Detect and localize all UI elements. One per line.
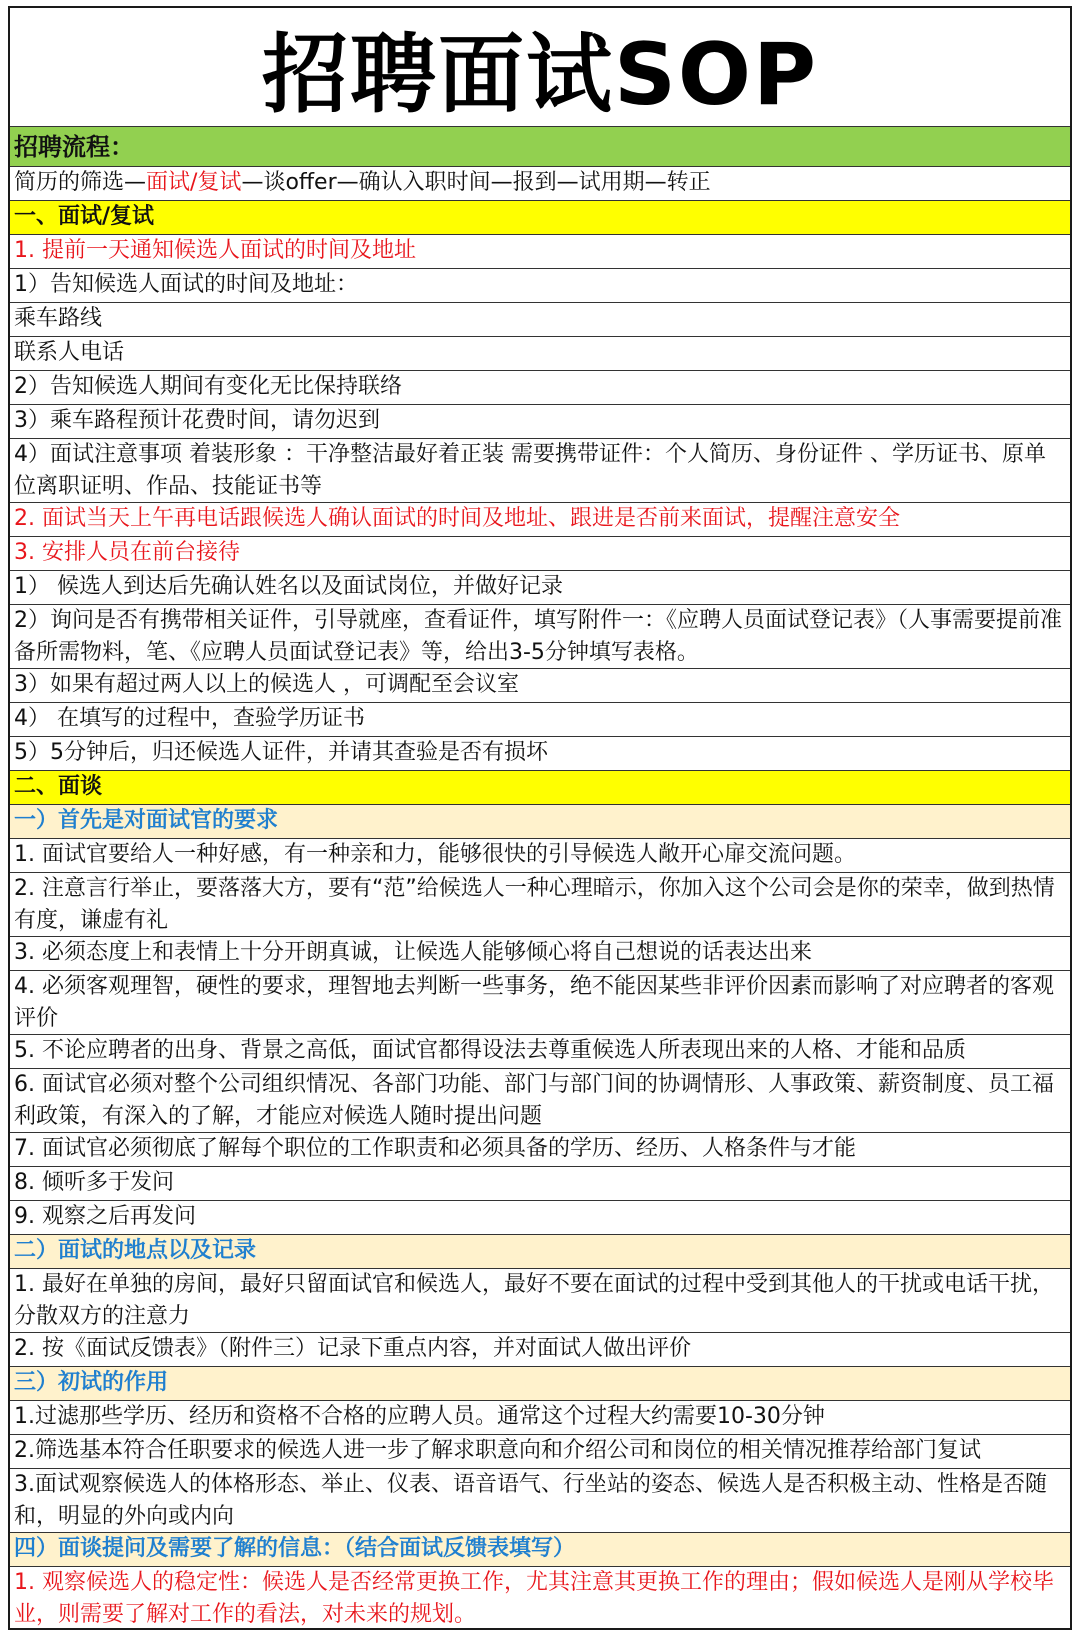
highlight-row: 1. 提前一天通知候选人面试的时间及地址 (10, 235, 1070, 269)
table-row: 2. 注意言行举止，要落落大方，要有“范”给候选人一种心理暗示，你加入这个公司会是你的荣幸，做到热情有度，谦虚有礼 (10, 873, 1070, 937)
table-row: 8. 倾听多于发问 (10, 1167, 1070, 1201)
table-row: 1. 面试官要给人一种好感，有一种亲和力，能够很快的引导候选人敞开心扉交流问题。 (10, 839, 1070, 873)
subsection-heading: 三）初试的作用 (10, 1367, 1070, 1401)
table-row: 9. 观察之后再发问 (10, 1201, 1070, 1235)
highlight-row: 2. 面试当天上午再电话跟候选人确认面试的时间及地址、跟进是否前来面试，提醒注意安全 (10, 503, 1070, 537)
page-title: 招聘面试SOP (10, 8, 1070, 127)
table-row: 4） 在填写的过程中，查验学历证书 (10, 703, 1070, 737)
flow-part-1: 简历的筛选— (14, 170, 147, 195)
table-row: 1） 候选人到达后先确认姓名以及面试岗位，并做好记录 (10, 571, 1070, 605)
content-rows (10, 201, 1070, 1631)
highlight-row: 1. 观察候选人的稳定性：候选人是否经常更换工作，尤其注意其更换工作的理由；假如候选人是刚从学校毕业，则需要了解对工作的看法，对未来的规划。 (14, 1570, 1054, 1627)
flow-part-2: 面试/复试 (146, 170, 242, 195)
highlight-row: 3. 安排人员在前台接待 (10, 537, 1070, 571)
table-row: 3. 必须态度上和表情上十分开朗真诚，让候选人能够倾心将自己想说的话表达出来 (10, 937, 1070, 971)
table-row: 2）询问是否有携带相关证件，引导就座，查看证件，填写附件一：《应聘人员面试登记表》（人事需要提前准备所需物料，笔、《应聘人员面试登记表》等，给出3-5分钟填写表格。 (10, 605, 1070, 669)
flow-part-3: —谈offer—确认入职时间—报到—试用期—转正 (241, 170, 711, 195)
subsection-heading: 四）面谈提问及需要了解的信息：（结合面试反馈表填写） (10, 1533, 1070, 1567)
section-heading: 一、面试/复试 (10, 201, 1070, 235)
flow-row (10, 167, 1070, 201)
table-row: 2.筛选基本符合任职要求的候选人进一步了解求职意向和介绍公司和岗位的相关情况推荐给部门复试 (10, 1435, 1070, 1469)
table-row: 4. 必须客观理智，硬性的要求，理智地去判断一些事务，绝不能因某些非评价因素而影响了对应聘者的客观评价 (10, 971, 1070, 1035)
table-row: 6. 面试官必须对整个公司组织情况、各部门功能、部门与部门间的协调情形、人事政策、薪资制度、员工福利政策，有深入的了解，才能应对候选人随时提出问题 (10, 1069, 1070, 1133)
table-row: 5）5分钟后，归还候选人证件，并请其查验是否有损坏 (10, 737, 1070, 771)
table-row: 1.过滤那些学历、经历和资格不合格的应聘人员。通常这个过程大约需要10-30分钟 (10, 1401, 1070, 1435)
table-row: 联系人电话 (10, 337, 1070, 371)
subsection-heading: 一）首先是对面试官的要求 (10, 805, 1070, 839)
table-row: 乘车路线 (10, 303, 1070, 337)
subsection-heading: 二）面试的地点以及记录 (10, 1235, 1070, 1269)
table-row: 3）如果有超过两人以上的候选人 ，可调配至会议室 (10, 669, 1070, 703)
table-row: 1. 最好在单独的房间，最好只留面试官和候选人，最好不要在面试的过程中受到其他人的干扰或电话干扰，分散双方的注意力 (10, 1269, 1070, 1333)
table-row: 5. 不论应聘者的出身、背景之高低，面试官都得设法去尊重候选人所表现出来的人格、才能和品质 (10, 1035, 1070, 1069)
section-heading: 二、面谈 (10, 771, 1070, 805)
table-row: 1）告知候选人面试的时间及地址： (10, 269, 1070, 303)
table-row: 7. 面试官必须彻底了解每个职位的工作职责和必须具备的学历、经历、人格条件与才能 (10, 1133, 1070, 1167)
table-row: 2）告知候选人期间有变化无比保持联络 (10, 371, 1070, 405)
table-row: 4）面试注意事项 着装形象 ：干净整洁最好着正装 需要携带证件：个人简历、身份证件 、学历证书、原单位离职证明、作品、技能证书等 (10, 439, 1070, 503)
flow-header: 招聘流程： (10, 127, 1070, 167)
table-row: 3）乘车路程预计花费时间，请勿迟到 (10, 405, 1070, 439)
table-row: 2. 按《面试反馈表》（附件三）记录下重点内容，并对面试人做出评价 (10, 1333, 1070, 1367)
table-row: 3.面试观察候选人的体格形态、举止、仪表、语音语气、行坐站的姿态、候选人是否积极主动、性格是否随和，明显的外向或内向 (10, 1469, 1070, 1533)
sop-sheet (8, 6, 1072, 1630)
